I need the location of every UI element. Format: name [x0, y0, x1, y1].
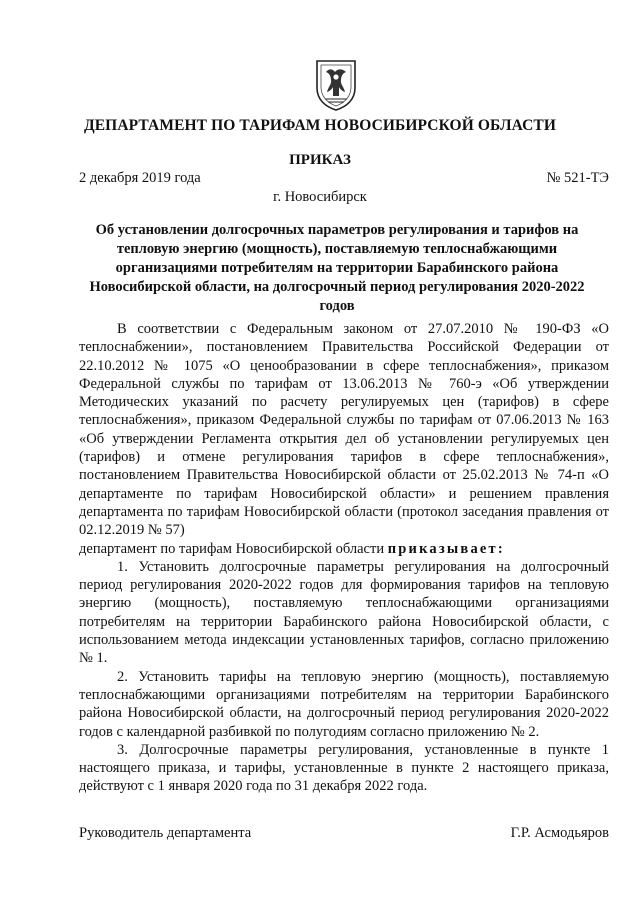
signatory-name: Г.Р. Асмодьяров — [510, 825, 609, 841]
order-title: ПРИКАЗ — [289, 152, 351, 168]
signatory-position: Руководитель департамента — [79, 825, 252, 841]
department-heading: ДЕПАРТАМЕНТ ПО ТАРИФАМ НОВОСИБИРСКОЙ ОБЛАСТИ — [83, 117, 557, 134]
preamble-paragraph: В соответствии с Федеральным законом от 27.07.2010 № 190-ФЗ «О теплоснабжении», постановлением Правительства Российской Федерации от 22.10.2012 № 1075 «О ценообразовании в сфере теплоснабжения», приказом Федеральной службы по тарифам от 13.06.2013 № 760-э «Об утверждении Методических указаний по расчету регулируемых цен (тарифов) в сфере теплоснабжения», приказом Федеральной службы по тарифам от 07.06.2013 № 163 «Об утверждении Регламента открытия дел об установлении регулируемых цен (тарифов) и отмене регулирования тарифов в сфере теплоснабжения», постановлением Правительства Новосибирской области от 25.02.2013 № 74-п «О департаменте по тарифам Новосибирской области» и решением правления департамента по тарифам Новосибирской области (протокол заседания правления от 02.12.2019 № 57) — [79, 321, 609, 539]
order-item-2: 2. Установить тарифы на тепловую энергию (мощность), поставляемую теплоснабжающими организациями потребителям на территории Барабинского района Новосибирской области, на долгосрочный период регулирования 2020-2022 годов с календарной разбивкой по полугодиям согласно приложению № 2. — [79, 668, 609, 740]
decree-lead: департамент по тарифам Новосибирской области — [79, 540, 385, 557]
order-item-3: 3. Долгосрочные параметры регулирования, установленные в пункте 1 настоящего приказа, и тарифы, установленные в пункте 2 настоящего приказа, действуют с 1 января 2020 года по 31 декабря 2022 года. — [79, 741, 609, 795]
order-body — [79, 320, 609, 796]
order-city: г. Новосибирск — [273, 189, 367, 205]
order-item-1: 1. Установить долгосрочные параметры регулирования на долгосрочный период регулирования 2020-2022 годов для формирования тарифов на тепловую энергию (мощность), поставляемую теплоснабжающими организациями потребителям на территории Барабинского района Новосибирской области, с использованием метода индексации установленных тарифов, согласно приложению № 1. — [79, 558, 609, 667]
order-date: 2 декабря 2019 года — [79, 170, 201, 186]
coat-of-arms-icon — [313, 58, 359, 112]
order-number: № 521-ТЭ — [546, 170, 609, 186]
order-subject: Об установлении долгосрочных параметров регулирования и тарифов на тепловую энергию (мощность), поставляемую теплоснабжающими организациями потребителям на территории Барабинского района Новосибирской области, на долгосрочный период регулирования 2020-2022 годов — [89, 222, 585, 314]
decree-word: приказывает: — [387, 540, 505, 557]
decree-paragraph — [79, 540, 609, 558]
